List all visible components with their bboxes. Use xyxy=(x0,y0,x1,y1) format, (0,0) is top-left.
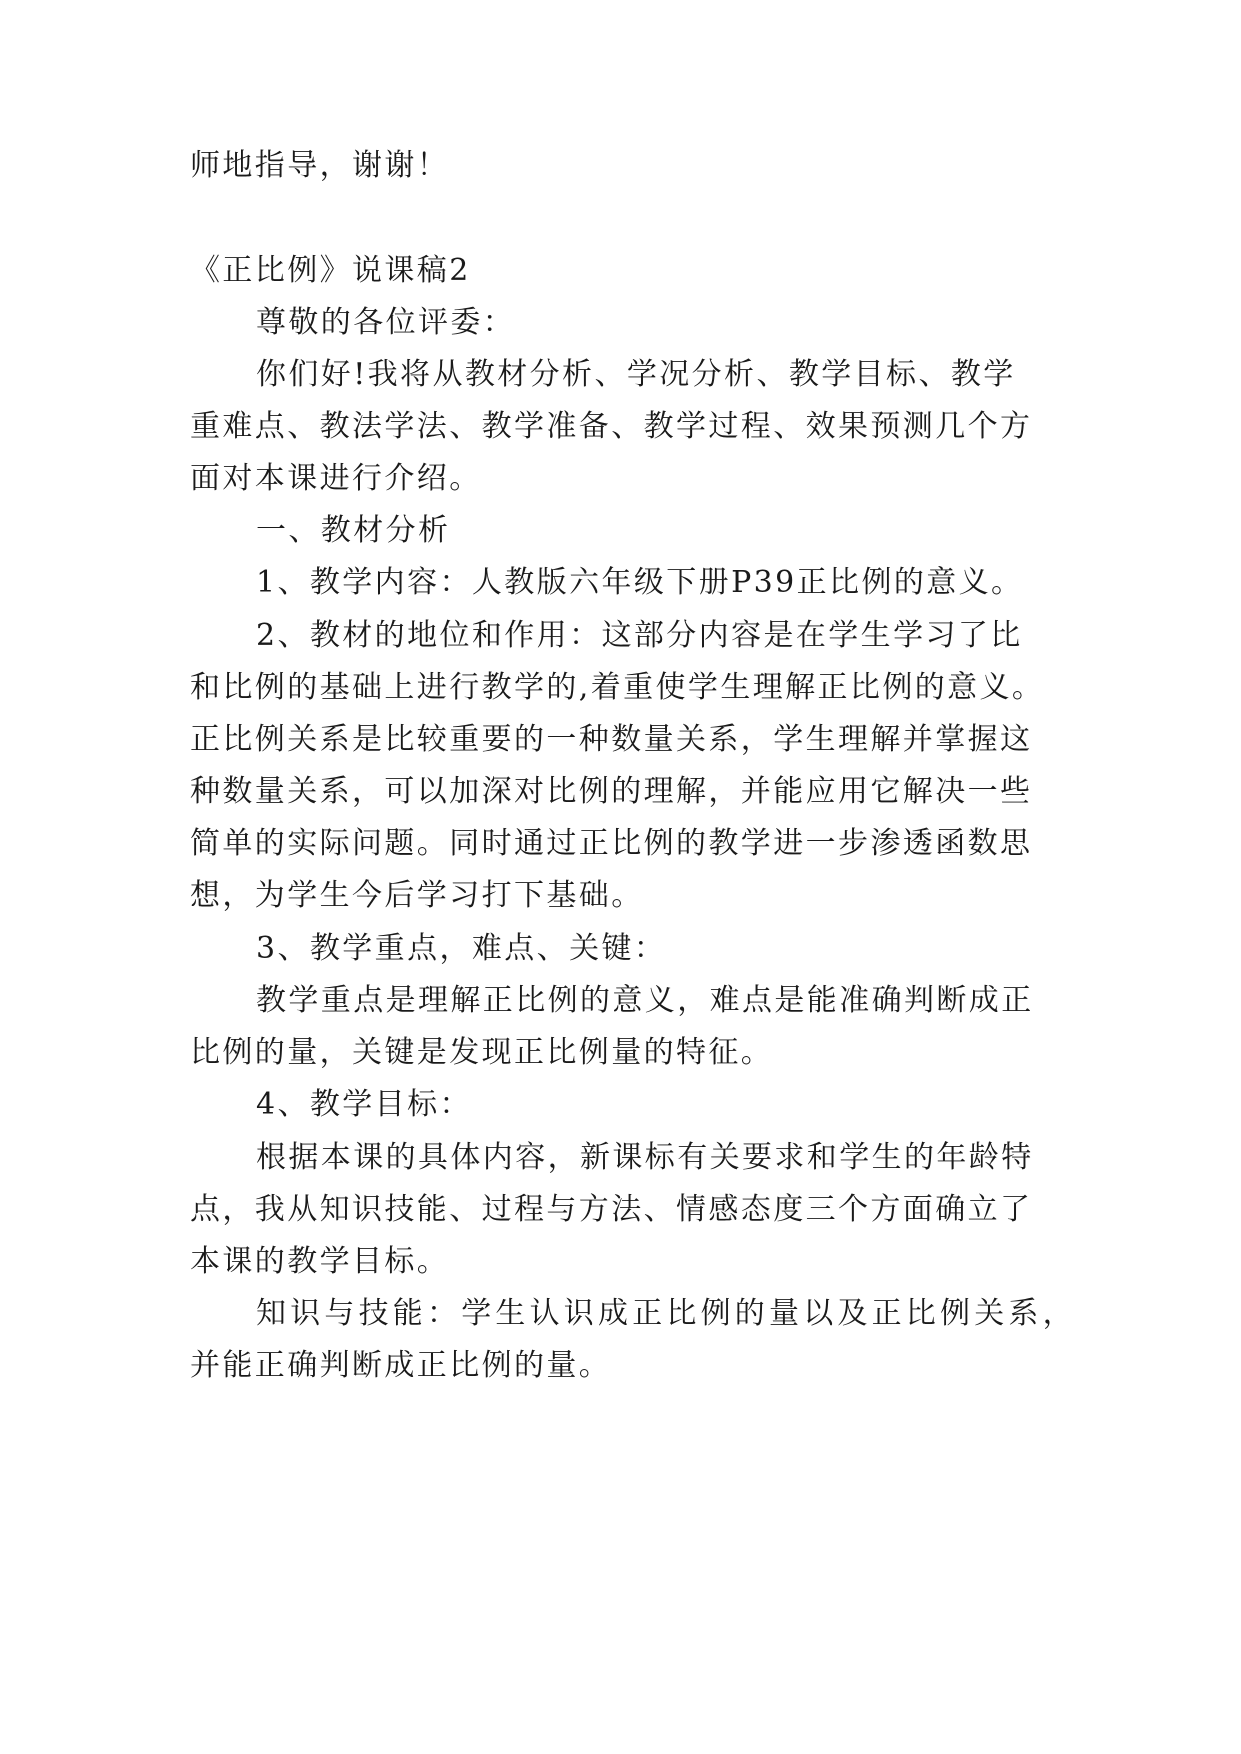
item3-body-line-1: 教学重点是理解正比例的意义，难点是能准确判断成正 xyxy=(256,983,1034,1018)
item2-line-3: 正比例关系是比较重要的一种数量关系，学生理解并掌握这 xyxy=(190,722,1033,757)
item3-body-line-2: 比例的量，关键是发现正比例量的特征。 xyxy=(190,1035,774,1070)
item4-body-line-2: 点，我从知识技能、过程与方法、情感态度三个方面确立了 xyxy=(190,1192,1033,1227)
intro-line-3: 面对本课进行介绍。 xyxy=(190,461,482,496)
item4-body-line-1: 根据本课的具体内容，新课标有关要求和学生的年龄特 xyxy=(256,1140,1034,1175)
item1-line: 1、教学内容：人教版六年级下册P39正比例的意义。 xyxy=(256,565,1024,600)
item3-heading: 3、教学重点，难点、关键： xyxy=(256,931,667,966)
section-heading: 一、教材分析 xyxy=(256,513,451,548)
greeting: 尊敬的各位评委： xyxy=(256,305,516,340)
item2-line-4: 种数量关系，可以加深对比例的理解，并能应用它解决一些 xyxy=(190,774,1033,809)
document-title: 《正比例》说课稿2 xyxy=(190,253,471,288)
item4-heading: 4、教学目标： xyxy=(256,1087,472,1122)
intro-line-1: 你们好!我将从教材分析、学况分析、教学目标、教学 xyxy=(256,357,1016,392)
item2-line-1: 2、教材的地位和作用：这部分内容是在学生学习了比 xyxy=(256,618,1023,653)
item2-line-2: 和比例的基础上进行教学的,着重使学生理解正比例的意义。 xyxy=(190,670,1045,705)
item2-line-6: 想，为学生今后学习打下基础。 xyxy=(190,878,644,913)
item2-line-5: 简单的实际问题。同时通过正比例的教学进一步渗透函数思 xyxy=(190,826,1033,861)
intro-line-2: 重难点、教法学法、教学准备、教学过程、效果预测几个方 xyxy=(190,409,1033,444)
knowledge-line-1: 知识与技能：学生认识成正比例的量以及正比例关系， xyxy=(256,1296,1077,1331)
item4-body-line-3: 本课的教学目标。 xyxy=(190,1244,450,1279)
knowledge-line-2: 并能正确判断成正比例的量。 xyxy=(190,1348,612,1383)
carryover-line: 师地指导，谢谢！ xyxy=(190,148,450,183)
